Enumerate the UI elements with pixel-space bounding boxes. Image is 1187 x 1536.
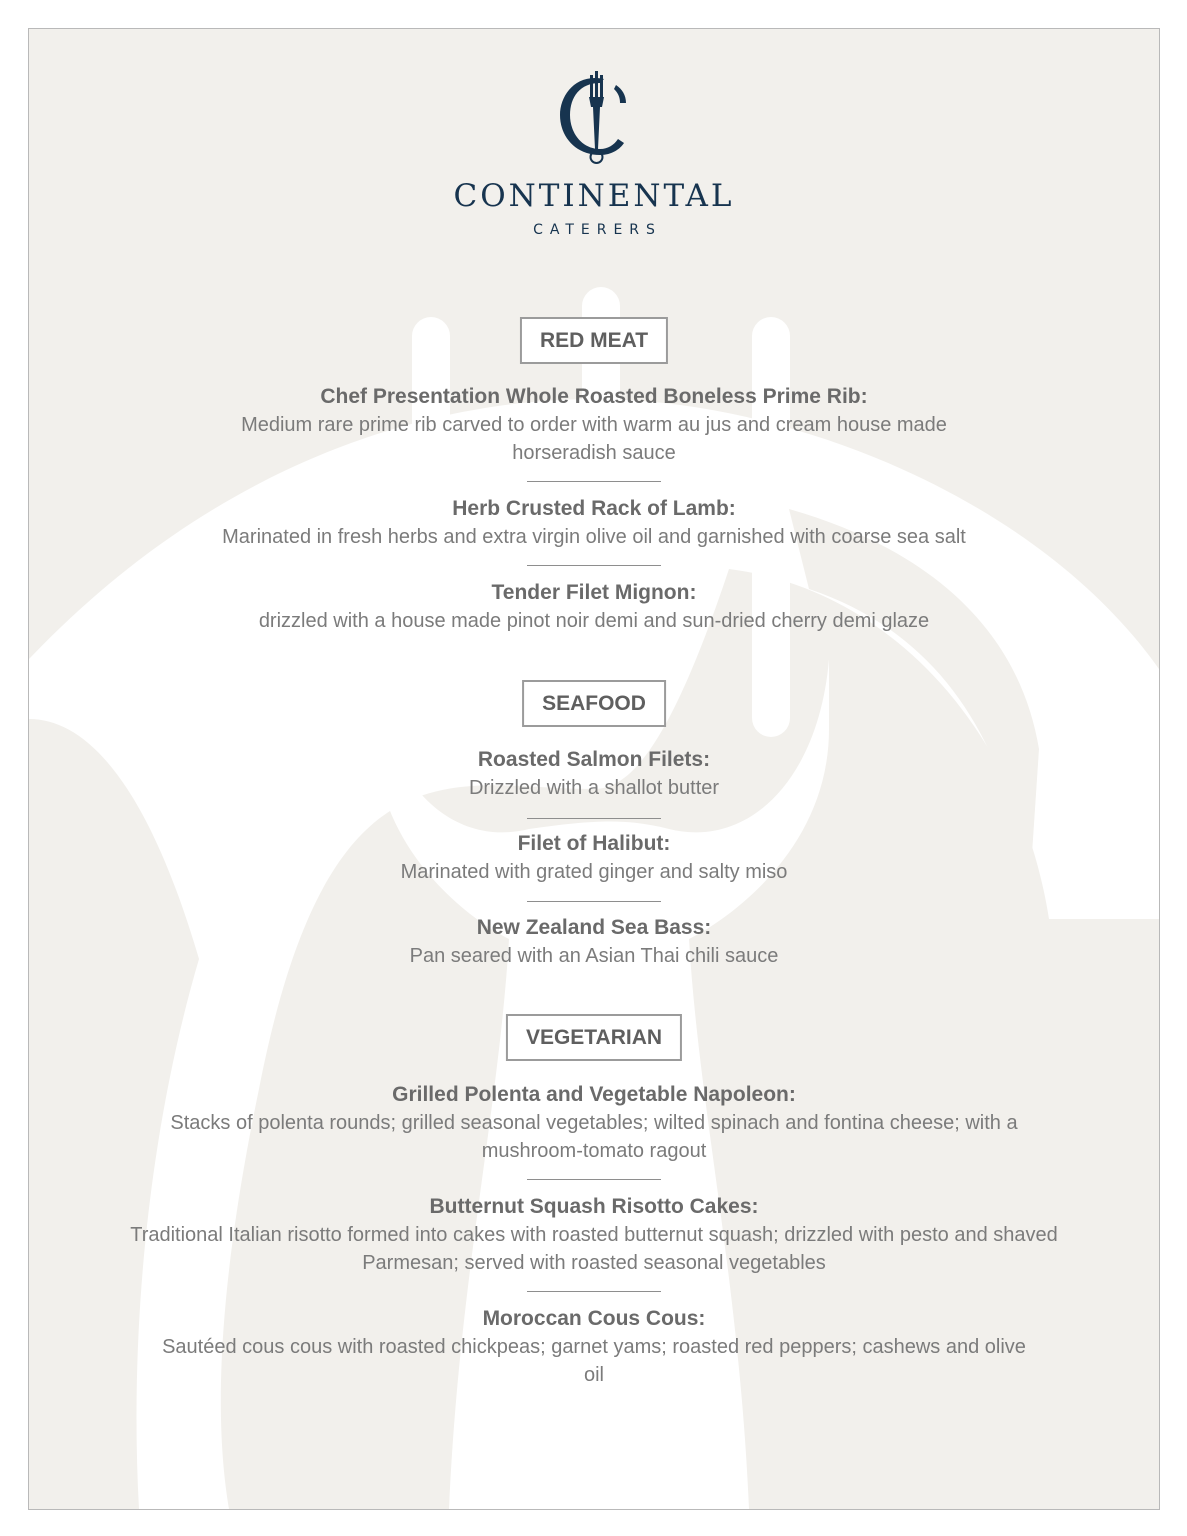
section-title-seafood: SEAFOOD bbox=[522, 680, 666, 727]
item-divider bbox=[527, 1291, 661, 1292]
brand-subtitle: CATERERS bbox=[533, 222, 662, 238]
menu-item bbox=[29, 746, 1159, 802]
menu-item-description: Traditional Italian risotto formed into cakes with roasted butternut squash; drizzled with pesto and shaved Parmesan; served with roasted seasonal vegetables bbox=[130, 1224, 1058, 1274]
menu-item-name: Butternut Squash Risotto Cakes: bbox=[429, 1195, 759, 1218]
menu-item-name: New Zealand Sea Bass: bbox=[476, 916, 712, 939]
menu-item-name: Moroccan Cous Cous: bbox=[482, 1307, 706, 1330]
menu-item-description: Pan seared with an Asian Thai chili sauce bbox=[409, 945, 779, 967]
menu-item-description: Marinated with grated ginger and salty miso bbox=[400, 861, 788, 883]
menu-item-name: Roasted Salmon Filets: bbox=[477, 748, 711, 771]
menu-item-name: Herb Crusted Rack of Lamb: bbox=[452, 497, 736, 520]
item-divider bbox=[527, 901, 661, 902]
brand-logo bbox=[29, 67, 1159, 238]
menu-item-description: Drizzled with a shallot butter bbox=[468, 777, 720, 799]
menu-item bbox=[29, 914, 1159, 970]
menu-item-description: Marinated in fresh herbs and extra virgin olive oil and garnished with coarse sea salt bbox=[222, 526, 966, 548]
menu-item-description: drizzled with a house made pinot noir demi and sun-dried cherry demi glaze bbox=[258, 610, 930, 632]
menu-item-name: Tender Filet Mignon: bbox=[491, 581, 697, 604]
item-divider bbox=[527, 818, 661, 819]
menu-item bbox=[29, 1305, 1159, 1389]
item-divider bbox=[527, 481, 661, 482]
section-title-red-meat: RED MEAT bbox=[520, 317, 668, 364]
section-title-vegetarian: VEGETARIAN bbox=[506, 1014, 682, 1061]
menu-item bbox=[29, 383, 1159, 467]
menu-item-description: Stacks of polenta rounds; grilled seasonal vegetables; wilted spinach and fontina cheese; with a mushroom-tomato ragout bbox=[170, 1112, 1018, 1162]
menu-item-name: Chef Presentation Whole Roasted Boneless Prime Rib: bbox=[320, 385, 868, 408]
item-divider bbox=[527, 565, 661, 566]
item-divider bbox=[527, 1179, 661, 1180]
fork-in-c-logo-icon bbox=[556, 67, 632, 167]
menu-item-description: Medium rare prime rib carved to order with warm au jus and cream house made horseradish sauce bbox=[241, 414, 947, 464]
menu-item-description: Sautéed cous cous with roasted chickpeas; garnet yams; roasted red peppers; cashews and olive oil bbox=[162, 1336, 1026, 1386]
menu-item bbox=[29, 1193, 1159, 1277]
brand-name: CONTINENTAL bbox=[453, 178, 735, 214]
menu-item bbox=[29, 579, 1159, 635]
menu-item bbox=[29, 495, 1159, 551]
menu-item-name: Grilled Polenta and Vegetable Napoleon: bbox=[392, 1083, 796, 1106]
menu-item-name: Filet of Halibut: bbox=[517, 832, 671, 855]
menu-panel bbox=[28, 28, 1160, 1510]
menu-item bbox=[29, 1081, 1159, 1165]
menu-item bbox=[29, 830, 1159, 886]
